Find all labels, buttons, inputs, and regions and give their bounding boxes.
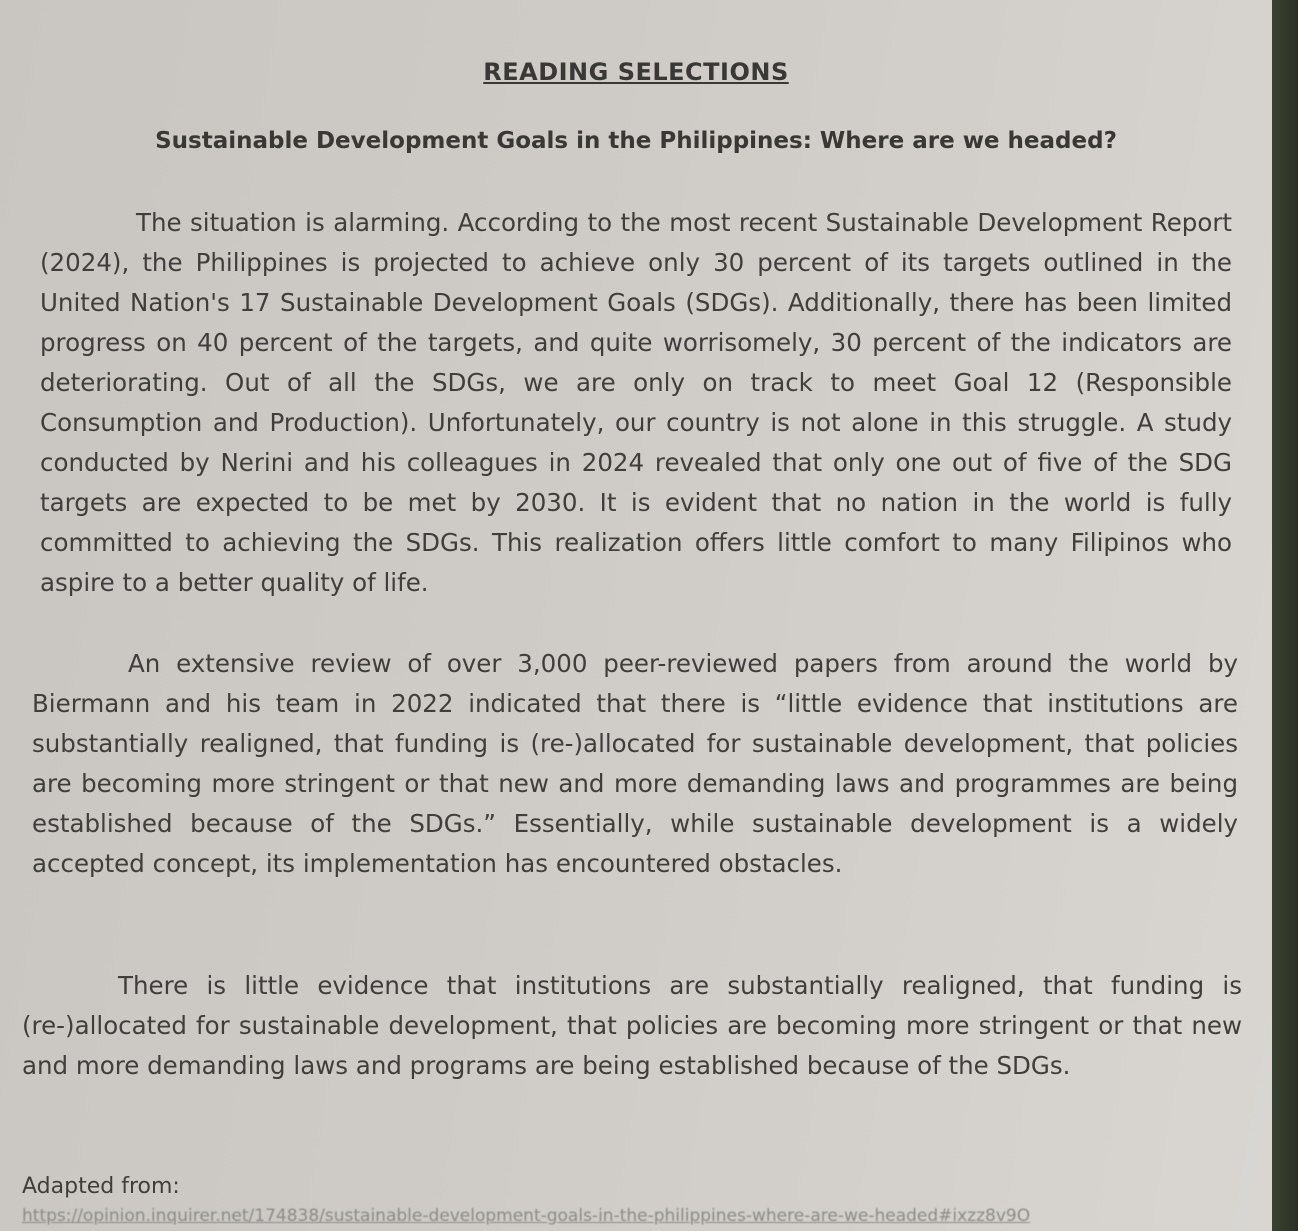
section-heading: READING SELECTIONS (483, 58, 789, 86)
source-link[interactable]: https://opinion.inquirer.net/174838/sustainable-development-goals-in-the-philippines-where-are-we-headed#ixzz8v9O (22, 1206, 1031, 1226)
paragraph-1: The situation is alarming. According to the most recent Sustainable Development Report (2024), the Philippines is projected to achieve only 30 percent of its targets outlined in the United Nation's 17 Sustainable Development Goals (SDGs). Additionally, there has been limited progress on 40 percent of the targets, and quite worrisomely, 30 percent of the indicators are deteriorating. Out of all the SDGs, we are only on track to meet Goal 12 (Responsible Consumption and Production). Unfortunately, our country is not alone in this struggle. A study conducted by Nerini and his colleagues in 2024 revealed that only one out of five of the SDG targets are expected to be met by 2030. It is evident that no nation in the world is fully committed to achieving the SDGs. This realization offers little comfort to many Filipinos who aspire to a better quality of life. (40, 208, 1232, 597)
paragraph-3: There is little evidence that institutions are substantially realigned, that funding is (re-)allocated for sustainable development, that policies are becoming more stringent or that new and more demanding laws and programs are being established because of the SDGs. (22, 971, 1242, 1080)
background-edge (1272, 0, 1298, 1231)
adapted-from-label: Adapted from: (22, 1174, 180, 1199)
paragraph-2: An extensive review of over 3,000 peer-reviewed papers from around the world by Biermann and his team in 2022 indicated that there is “little evidence that institutions are substantially realigned, that funding is (re-)allocated for sustainable development, that policies are becoming more stringent or that new and more demanding laws and programmes are being established because of the SDGs.” Essentially, while sustainable development is a widely accepted concept, its implementation has encountered obstacles. (32, 649, 1238, 878)
article-title: Sustainable Development Goals in the Philippines: Where are we headed? (155, 128, 1117, 154)
